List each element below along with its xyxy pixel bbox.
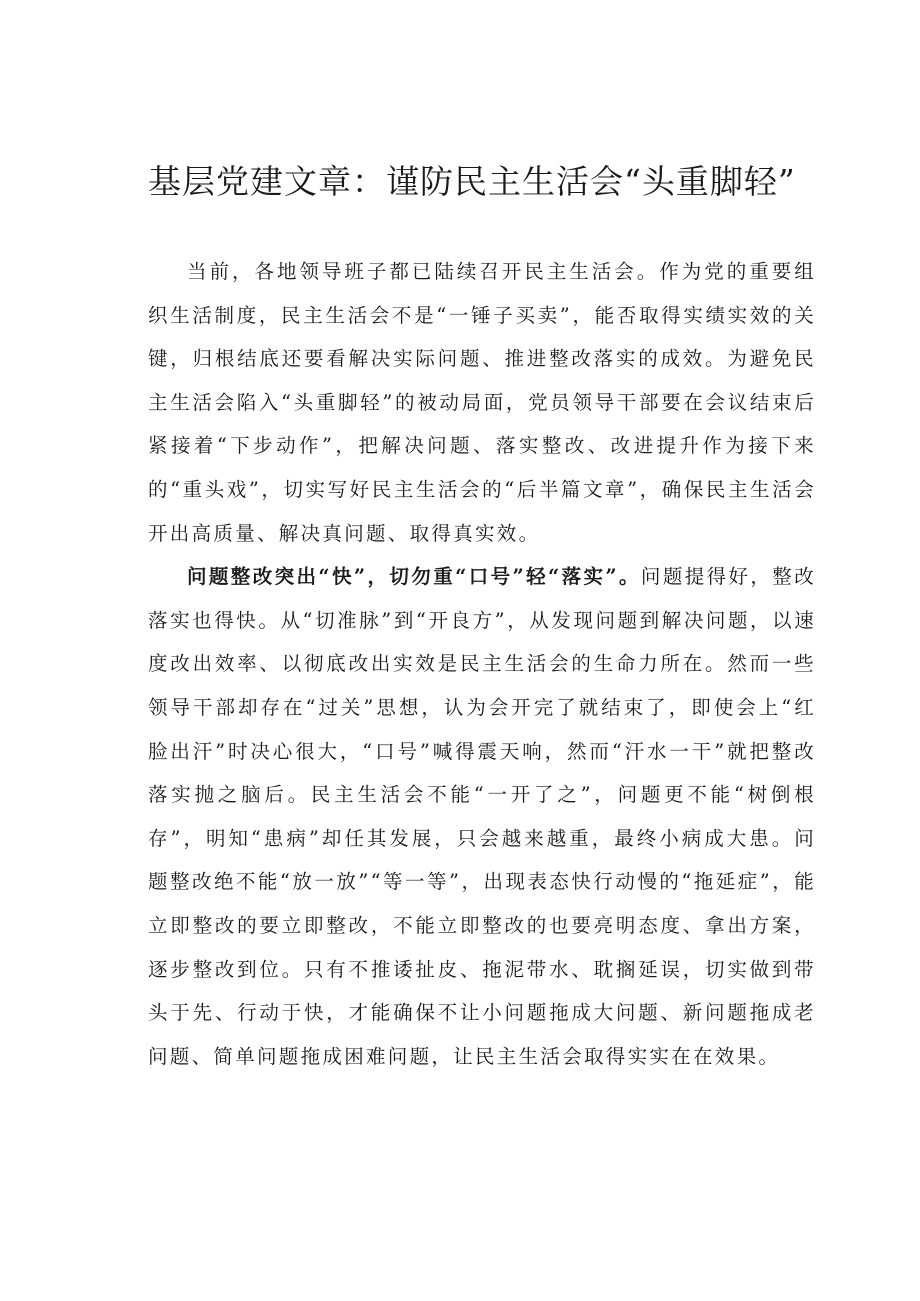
paragraph-intro xyxy=(148,250,816,555)
paragraph-lead: 问题整改突出“快”，切勿重“口号”轻“落实”。 xyxy=(187,565,641,589)
document-title: 基层党建文章：谨防民主生活会“头重脚轻” xyxy=(148,162,796,201)
paragraph-text: 问题提得好，整改落实也得快。从“切准脉”到“开良方”，从发现问题到解决问题，以速度改出效率、以彻底改出实效是民主生活会的生命力所在。然而一些领导干部却存在“过关”思想，认为会开完了就结束了，即使会上“红脸出汗”时决心很大，“口号”喊得震天响，然而“汗水一干”就把整改落实抛之脑后。民主生活会不能“一开了之”，问题更不能“树倒根存”，明知“患病”却任其发展，只会越来越重，最终小病成大患。问题整改绝不能“放一放”“等一等”，出现表态快行动慢的“拖延症”，能立即整改的要立即整改，不能立即整改的也要亮明态度、拿出方案，逐步整改到位。只有不推诿扯皮、拖泥带水、耽搁延误，切实做到带头于先、行动于快，才能确保不让小问题拖成大问题、新问题拖成老问题、简单问题拖成困难问题，让民主生活会取得实实在在效果。 xyxy=(148,565,816,1068)
document-body xyxy=(148,250,816,1078)
paragraph-text: 当前，各地领导班子都已陆续召开民主生活会。作为党的重要组织生活制度，民主生活会不是“一锤子买卖”，能否取得实绩实效的关键，归根结底还要看解决实际问题、推进整改落实的成效。为避免民主生活会陷入“头重脚轻”的被动局面，党员领导干部要在会议结束后紧接着“下步动作”，把解决问题、落实整改、改进提升作为接下来的“重头戏”，切实写好民主生活会的“后半篇文章”，确保民主生活会开出高质量、解决真问题、取得真实效。 xyxy=(148,260,816,545)
paragraph-rectification-speed xyxy=(148,555,816,1078)
